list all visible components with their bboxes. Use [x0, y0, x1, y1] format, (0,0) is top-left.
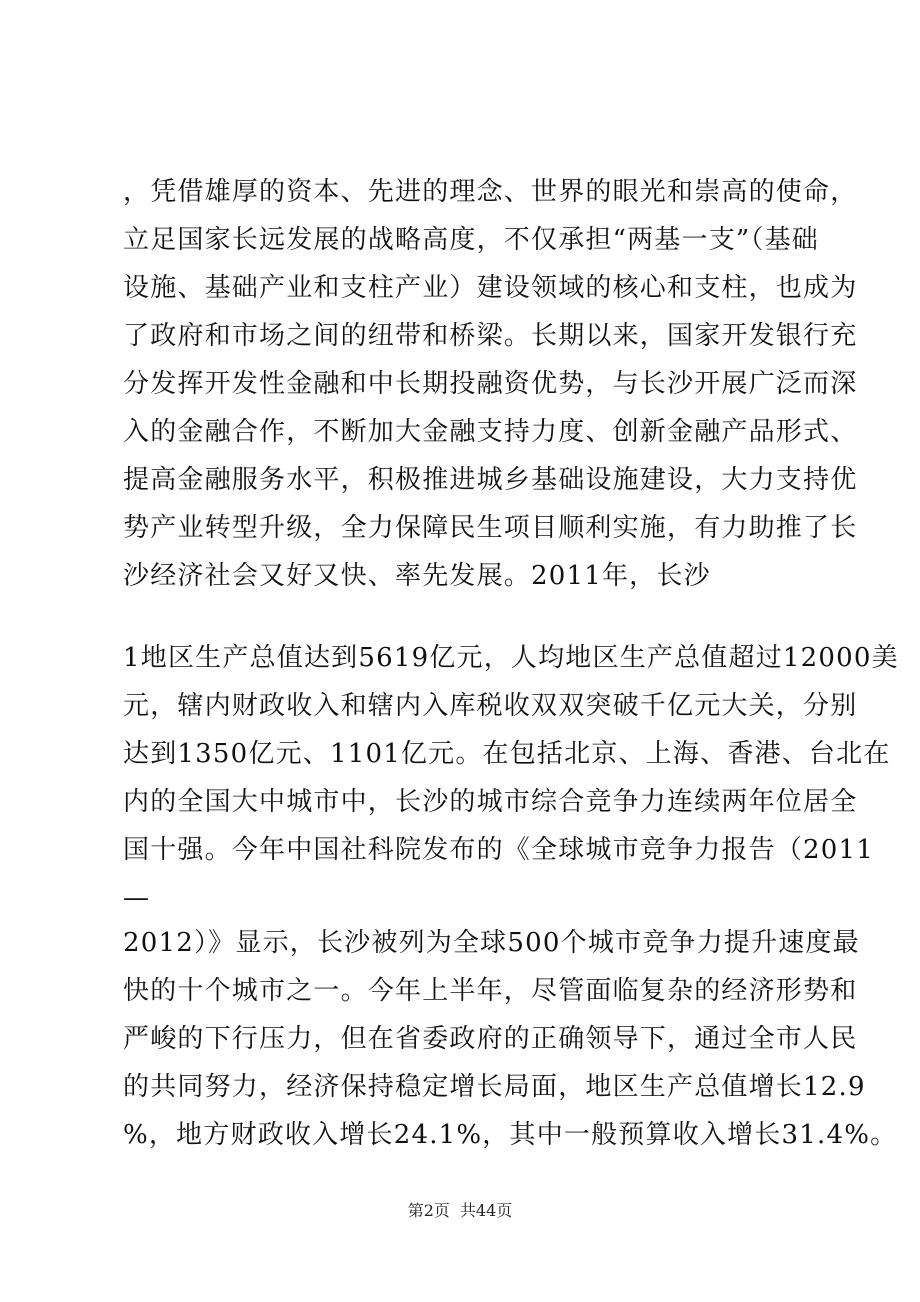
text-line: 的共同努力，经济保持稳定增长局面，地区生产总值增长12.9	[123, 1072, 866, 1102]
text-line: 势产业转型升级，全力保障民生项目顺利实施，有力助推了长	[123, 513, 858, 543]
page-footer	[0, 1198, 920, 1221]
text-line: 了政府和市场之间的纽带和桥梁。长期以来，国家开发银行充	[123, 321, 858, 351]
text-line: 设施、基础产业和支柱产业）建设领域的核心和支柱，也成为	[123, 273, 858, 303]
text-line: 立足国家长远发展的战略高度，不仅承担“两基一支”（基础	[123, 225, 819, 255]
text-line: 分发挥开发性金融和中长期投融资优势，与长沙开展广泛而深	[123, 369, 858, 399]
text-line: 2012）》显示，长沙被列为全球500个城市竞争力提升速度最	[123, 928, 860, 958]
text-line: 达到1350亿元、1101亿元。在包括北京、上海、香港、台北在	[123, 739, 891, 769]
page-number: 第2页	[407, 1201, 450, 1220]
text-line: 严峻的下行压力，但在省委政府的正确领导下，通过全市人民	[123, 1024, 858, 1054]
text-line: 提高金融服务水平，积极推进城乡基础设施建设，大力支持优	[123, 465, 858, 495]
text-line: 沙经济社会又好又快、率先发展。2011年，长沙	[123, 561, 711, 591]
text-line: %，地方财政收入增长24.1%，其中一般预算收入增长31.4%。	[123, 1120, 898, 1150]
text-line: 入的金融合作，不断加大金融支持力度、创新金融产品形式、	[123, 417, 858, 447]
text-line: 元，辖内财政收入和辖内入库税收双双突破千亿元大关，分别	[123, 691, 858, 721]
text-line: 国十强。今年中国社科院发布的《全球城市竞争力报告（2011	[123, 835, 874, 865]
text-line: 1地区生产总值达到5619亿元，人均地区生产总值超过12000美	[123, 643, 899, 673]
text-line: 快的十个城市之一。今年上半年，尽管面临复杂的经济形势和	[123, 976, 858, 1006]
text-line: 内的全国大中城市中，长沙的城市综合竞争力连续两年位居全	[123, 787, 858, 817]
paragraph-3	[123, 919, 898, 1159]
page-total: 共44页	[459, 1201, 513, 1220]
paragraph-2	[123, 634, 899, 922]
paragraph-1	[123, 168, 858, 600]
text-line: —	[123, 883, 151, 913]
text-line: ，凭借雄厚的资本、先进的理念、世界的眼光和崇高的使命，	[123, 177, 858, 207]
